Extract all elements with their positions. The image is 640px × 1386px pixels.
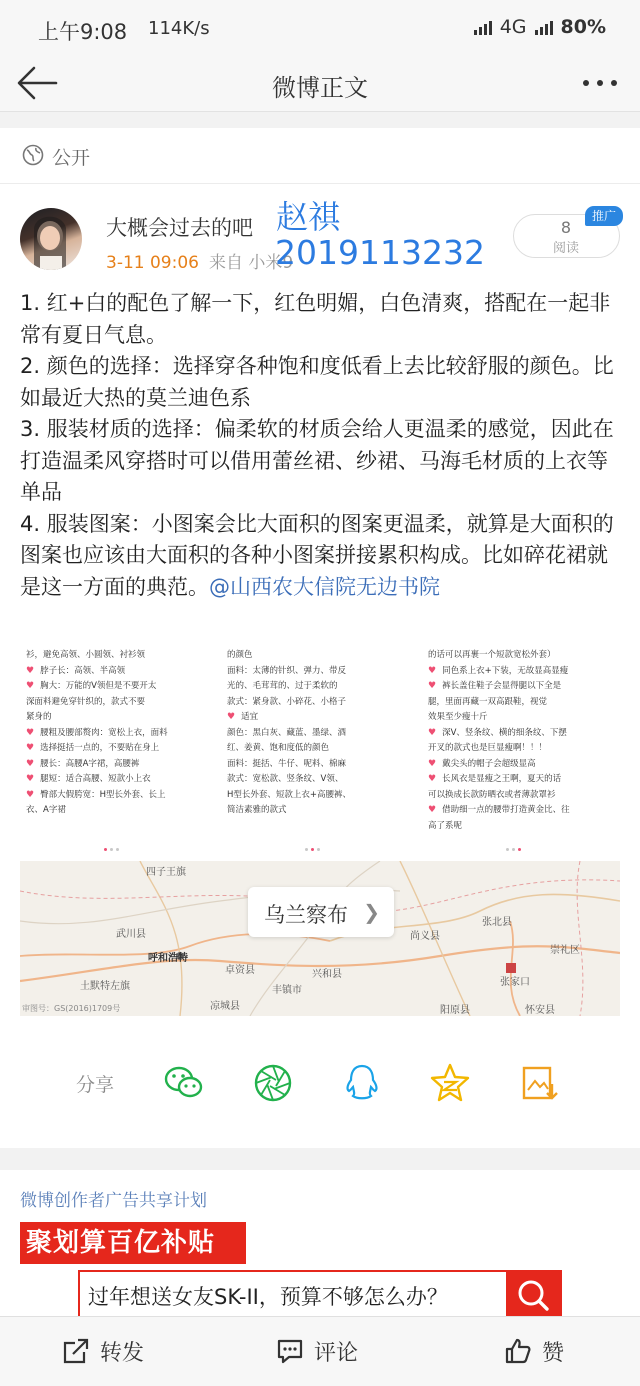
image-text-line: ♥ 臀部大假胯宽：H型长外套、长上 (26, 788, 213, 804)
image-text-line: 光的、毛茸茸的、过于柔软的 (227, 681, 338, 691)
location-map[interactable] (20, 861, 620, 1016)
map-label: 凉城县 (210, 1001, 240, 1012)
image-text-line: ♥ 腰长：高腰A字裙，高腰裤 (26, 757, 213, 773)
watermark-name: 赵祺 (276, 198, 341, 236)
moments-icon[interactable] (252, 1062, 294, 1104)
post-paragraph: 2. 颜色的选择：选择穿各种饱和度低看上去比较舒服的颜色。比如最近大热的莫兰迪色系 (20, 354, 614, 410)
image-text (227, 648, 414, 819)
image-pager (104, 848, 119, 851)
image-text-line: 腿，里面再藏一双高跟鞋，视觉 (428, 696, 548, 707)
image-text-line: ♥ 戴尖头的帽子会超级显高 (428, 757, 615, 773)
status-right (474, 16, 606, 38)
image-pager (305, 848, 320, 851)
ad-card[interactable] (0, 1170, 640, 1320)
status-battery: 80% (560, 16, 606, 38)
image-text-line: ♥ 借助细一点的腰带打造黄金比、往 (428, 803, 615, 819)
qzone-icon[interactable] (429, 1062, 471, 1104)
gallery-image-1[interactable] (20, 648, 217, 853)
forward-button[interactable] (62, 1335, 144, 1367)
read-label: 阅读 (552, 241, 579, 256)
qq-icon[interactable] (341, 1062, 383, 1104)
image-text-line: 高了系呢 (428, 820, 463, 831)
signal-icon (535, 19, 553, 35)
post-meta (106, 248, 293, 273)
thumbs-up-icon (504, 1337, 532, 1365)
gallery-image-2[interactable] (221, 648, 418, 853)
nav-bar (0, 56, 640, 112)
more-dots-icon (580, 68, 620, 98)
image-text-line: ♥ 胸大：万能的V领但是不要开太 (26, 679, 213, 695)
image-text-line: 面料：挺括、牛仔、呢料、棉麻 (227, 758, 347, 769)
avatar[interactable] (20, 208, 82, 270)
image-text-line: 颜色：黑白灰、藏蓝、墨绿、酒 (227, 727, 347, 738)
hd-signal-icon (474, 19, 492, 35)
share-label: 分享 (76, 1074, 115, 1096)
forward-icon (62, 1337, 90, 1365)
map-label: 武川县 (116, 929, 146, 940)
share-row (0, 1058, 640, 1108)
search-icon (506, 1272, 560, 1318)
map-label: 张北县 (482, 917, 512, 928)
bottom-action-bar (0, 1316, 640, 1386)
username[interactable]: 大概会过去的吧 (106, 216, 253, 240)
map-roads (20, 861, 620, 1016)
image-gallery (20, 648, 620, 853)
map-label: 四子王旗 (146, 867, 186, 878)
image-text-line: ♥ 裤长盖住鞋子会显得腿以下全是 (428, 679, 615, 695)
image-text (428, 648, 615, 834)
like-label: 赞 (542, 1340, 565, 1366)
post-body (20, 288, 624, 603)
post-paragraph: 3. 服装材质的选择：偏柔软的材质会给人更温柔的感觉，因此在打造温柔风穿搭时可以借用蕾丝裙、纱裙、马海毛材质的上衣等单品 (20, 417, 614, 504)
image-text (26, 648, 213, 819)
image-text-line: 深面料避免穿针织的，款式不要 (26, 696, 146, 707)
post-paragraph (20, 509, 624, 604)
forward-label: 转发 (100, 1340, 145, 1366)
page-title: 微博正文 (272, 74, 368, 102)
image-text-line: 的颜色 (227, 650, 253, 660)
post-source: 来自 小米9 (208, 253, 294, 273)
map-label: 兴和县 (312, 969, 342, 980)
visibility-label: 公开 (52, 147, 91, 169)
mention-link[interactable]: @山西农大信院无边书院 (209, 574, 440, 599)
map-label: 土默特左旗 (80, 981, 130, 992)
map-label: 丰镇市 (272, 985, 302, 996)
post-card (0, 128, 640, 1148)
post-paragraph: 1. 红+白的配色了解一下，红色明媚，白色清爽，搭配在一起非常有夏日气息。 (20, 291, 611, 347)
map-label: 卓资县 (225, 965, 255, 976)
image-text-line: 红、姜黄、饱和度低的颜色 (227, 743, 330, 753)
post-time: 3-11 09:06 (106, 253, 199, 273)
like-button[interactable] (504, 1335, 564, 1367)
image-text-line: 衫，避免高领、小圆领、衬衫领 (26, 650, 146, 660)
ad-search-box[interactable] (78, 1270, 562, 1320)
map-label: 阳原县 (440, 1005, 470, 1016)
image-text-line: 开叉的款式也是巨显瘦啊！！！ (428, 743, 548, 753)
wechat-icon[interactable] (163, 1062, 205, 1104)
map-label: 呼和浩特 (148, 953, 188, 964)
image-text-line: ♥ 腰粗及腰部赘肉：宽松上衣，面料 (26, 726, 213, 742)
status-bar (0, 0, 640, 56)
image-text-line: 的话可以再裹一个短款宽松外套） (428, 650, 556, 660)
image-text-line: 款式：紧身款、小碎花、小格子 (227, 696, 347, 707)
comment-button[interactable] (276, 1335, 358, 1367)
image-text-line: ♥ 脖子长：高领、半高领 (26, 664, 213, 680)
chevron-right-icon: ❯ (363, 900, 380, 924)
image-text-line: ♥ 选择挺括一点的，不要贴在身上 (26, 741, 213, 757)
comment-icon (276, 1337, 304, 1365)
status-network: 4G (499, 16, 527, 38)
map-location-name: 乌兰察布 (264, 903, 348, 927)
image-text-line: 简洁素雅的款式 (227, 805, 287, 815)
image-text-line: ♥ 深V、竖条纹、横的细条纹、下摆 (428, 726, 615, 742)
map-label: 尚义县 (410, 931, 440, 942)
read-count: 8 (560, 218, 572, 237)
map-copyright: 审图号：GS(2016)1709号 (22, 1004, 121, 1013)
ad-header[interactable]: 微博创作者广告共享计划 (20, 1191, 207, 1211)
ad-search-button[interactable] (506, 1272, 560, 1318)
image-text-line: 款式：宽松款、竖条纹、V领、 (227, 774, 344, 784)
status-net-speed: 114K/s (148, 18, 210, 39)
globe-icon (22, 144, 44, 166)
map-label: 张家口 (500, 977, 530, 988)
post-paragraph-text: 4. 服装图案：小图案会比大面积的图案更温柔，就算是大面积的图案也应该由大面积的各种小图案拼接累积构成。比如碎花裙就是这一方面的典范。 (20, 511, 614, 599)
image-text-line: ♥ 腿短：适合高腰、短款小上衣 (26, 772, 213, 788)
image-text-line: 紧身的 (26, 712, 52, 722)
image-text-line: 衣、A字裙 (26, 805, 66, 815)
ad-search-query: 过年想送女友SK-II，预算不够怎么办？ (88, 1285, 448, 1309)
save-image-icon[interactable] (518, 1062, 560, 1104)
status-time: 上午9:08 (38, 20, 128, 44)
ad-banner[interactable]: 聚划算百亿补贴 (20, 1222, 246, 1264)
map-location-pill[interactable] (248, 887, 394, 937)
comment-label: 评论 (314, 1340, 359, 1366)
image-text-line: ♥ 长风衣是显瘦之王啊，夏天的话 (428, 772, 615, 788)
avatar-image (20, 208, 82, 270)
image-pager (506, 848, 521, 851)
visibility-row (0, 128, 640, 184)
map-label: 崇礼区 (550, 945, 580, 956)
image-text-line: 可以换成长款防晒衣或者薄款罩衫 (428, 789, 556, 800)
promo-badge[interactable]: 推广 (585, 206, 623, 226)
image-text-line: 效果至少瘦十斤 (428, 712, 488, 722)
more-button[interactable] (580, 68, 620, 98)
image-text-line: ♥ 同色系上衣+下装，无故显高显瘦 (428, 664, 615, 680)
image-text-line: 面料：太薄的针织、弹力、带反 (227, 665, 347, 676)
watermark-id: 2019113232 (275, 233, 485, 272)
image-text-line: H型长外套、短款上衣+高腰裤、 (227, 789, 352, 800)
map-label: 怀安县 (525, 1005, 555, 1016)
gallery-image-3[interactable] (422, 648, 619, 853)
image-text-line: ♥ 适宜 (227, 710, 414, 726)
